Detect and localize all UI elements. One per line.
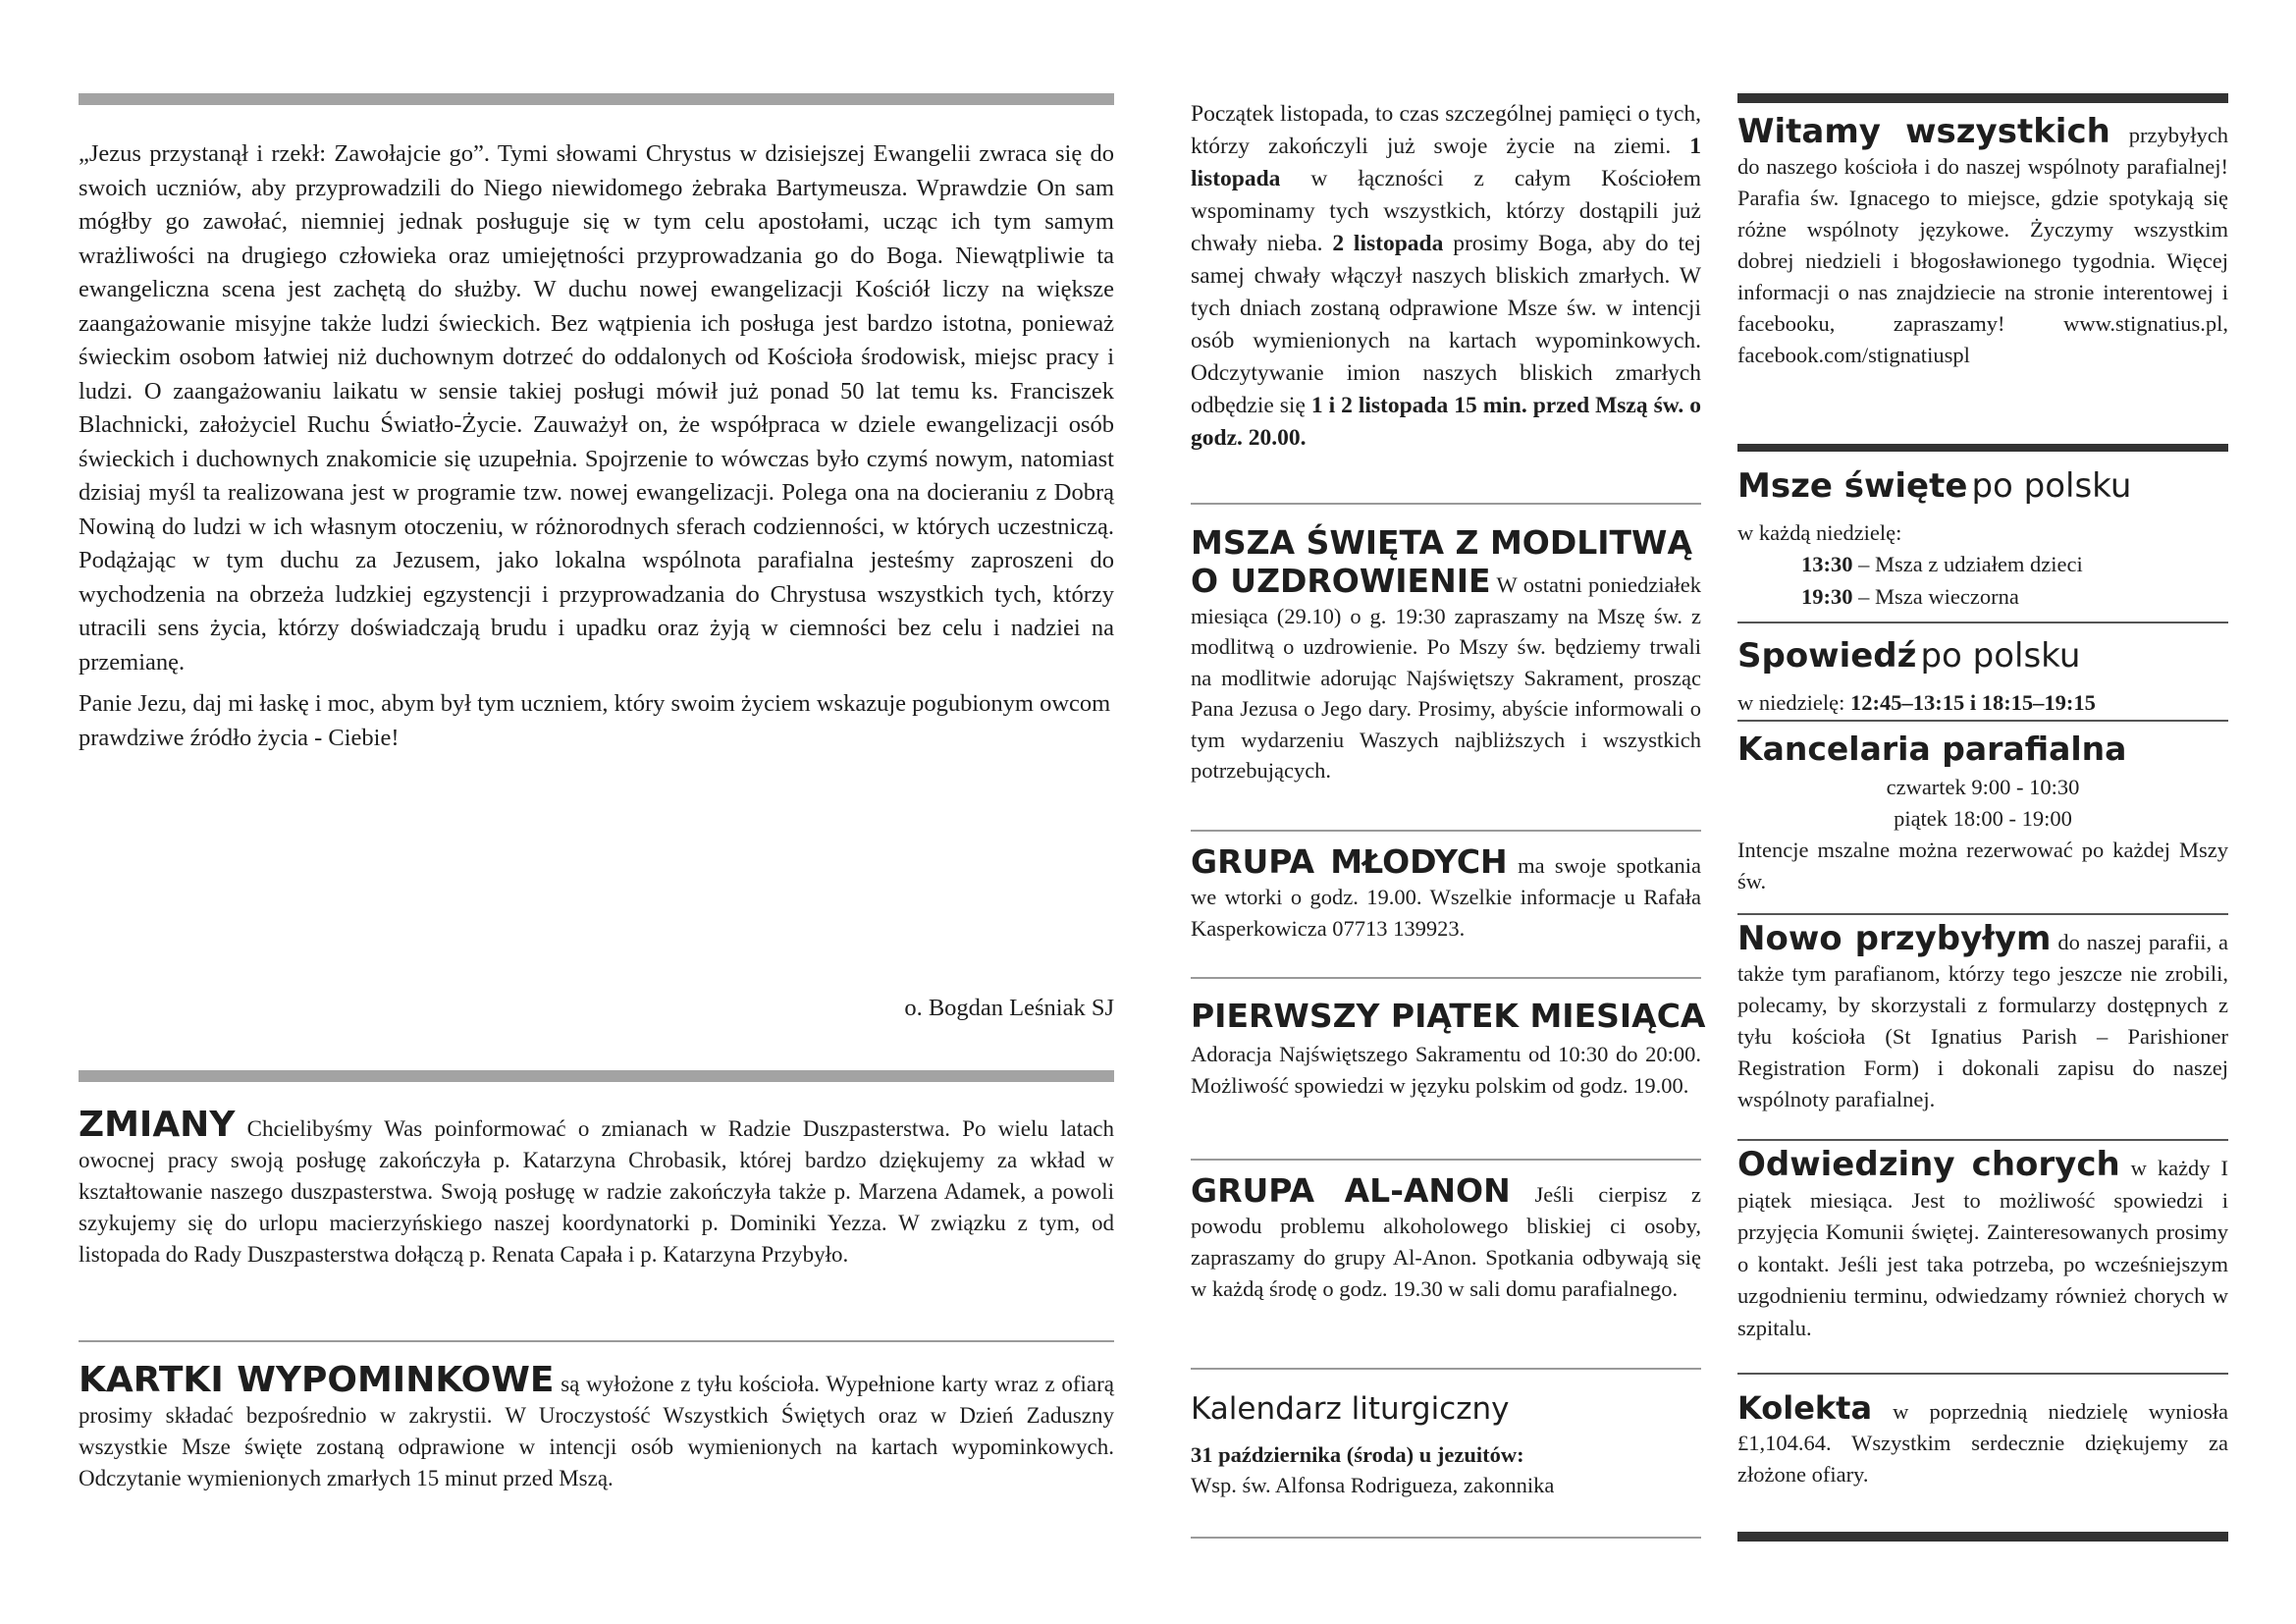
msze-item-1-text: – Msza z udziałem dzieci <box>1858 552 2083 576</box>
top-divider-col3 <box>1737 93 2228 103</box>
kartki-section <box>79 1360 1115 1494</box>
mid-divider-col1 <box>79 1070 1114 1082</box>
kancelaria-heading: Kancelaria parafialna <box>1737 730 2127 768</box>
kalendarz-rule <box>1191 1537 1701 1539</box>
spowiedz-section <box>1737 631 2228 718</box>
nowo-heading: Nowo przybyłym <box>1737 919 2052 958</box>
zmiany-section <box>79 1105 1115 1271</box>
alanon-section <box>1191 1171 1702 1305</box>
nowo-section <box>1737 919 2229 1115</box>
mlodych-rule <box>1191 977 1701 979</box>
mlodych-heading: GRUPA MŁODYCH <box>1191 842 1508 881</box>
zmiany-rule <box>79 1340 1114 1342</box>
msze-rule <box>1737 622 2228 623</box>
kartki-heading: KARTKI WYPOMINKOWE <box>79 1360 555 1400</box>
msze-section <box>1737 461 2228 613</box>
listopad-text-3: prosimy Boga, aby do tej samej chwały włączył naszych bliskich zmarłych. W tych dniach zostaną odprawione Msze św. w intencji osób wymienionych na kartach wypominkowych. Odczytywanie imion naszych bliskich zmarłych odbędzie się <box>1191 231 1701 418</box>
intro-article <box>79 137 1114 755</box>
kalendarz-saint: Wsp. św. Alfonsa Rodrigueza, zakonnika <box>1191 1473 1555 1497</box>
spowiedz-times: 12:45–13:15 i 18:15–19:15 <box>1849 690 2096 715</box>
kolekta-section <box>1737 1389 2228 1490</box>
kolekta-text: w poprzednią niedzielę wyniosła £1,104.64. Wszystkim serdecznie dziękujemy za złożone ofiary. <box>1737 1399 2228 1487</box>
listopad-bold-3: 1 i 2 listopada 15 min. przed Mszą św. o godz. 20.00. <box>1191 393 1701 451</box>
odwiedziny-text: w każdy I piątek miesiąca. Jest to możliwość spowiedzi i przyjęcia Komunii świętej. Zainteresowanych prosimy o kontakt. Jeśli jest taka potrzeba, po wcześniejszym uzgodnieniu terminu, odwiedzamy również chorych w szpitalu. <box>1737 1156 2229 1340</box>
msze-item-2-text: – Msza wieczorna <box>1858 584 2019 609</box>
msze-item-2 <box>1737 580 2228 613</box>
listopad-bold-2: 2 listopada <box>1332 231 1444 256</box>
kancelaria-line-1: czwartek 9:00 - 10:30 <box>1886 775 2080 799</box>
kancelaria-text: Intencje mszalne można rezerwować po każdej Mszy św. <box>1737 838 2228 893</box>
spowiedz-heading-light: po polsku <box>1920 636 2081 676</box>
nowo-rule <box>1737 1139 2228 1141</box>
nowo-text: do naszej parafii, a także tym parafianom, którzy tego jeszcze nie zrobili, polecamy, by skorzystali z formularzy dostępnych z tyłu kościoła (St Ignatius Parish – Parishioner Registration Form) i dokonali zapisu do naszej wspólnoty parafialnej. <box>1737 930 2229 1111</box>
zmiany-text: Chcielibyśmy Was poinformować o zmianach w Radzie Duszpasterstwa. Po wielu latach owocnej pracy swoją posługę zakończyła p. Katarzyna Chrobasik, której bardzo dziękujemy za wkład w kształtowanie naszego duszpasterstwa. Swoją posługę w radzie zakończyła także p. Marzena Adamek, a powoli szykujemy się do urlopu macierzyńskiego naszej koordynatorki p. Dominiki Yezza. W związku z tym, od listopada do Rady Duszpasterstwa dołączą p. Renata Capała i p. Katarzyna Przybyło. <box>79 1116 1115 1267</box>
alanon-rule <box>1191 1368 1701 1370</box>
uzdrowienie-rule <box>1191 830 1701 832</box>
uzdrowienie-text: W ostatni poniedziałek miesiąca (29.10) o g. 19:30 zapraszamy na Mszę św. z modlitwą o uzdrowienie. Po Mszy św. będziemy trwali na modlitwie adorując Najświętszy Sakrament, prosząc Pana Jezusa o Jego dary. Prosimy, abyście informowali o tym wydarzeniu Waszych najbliższych i wszystkich potrzebujących. <box>1191 572 1702 783</box>
witamy-heading: Witamy wszystkich <box>1737 112 2110 151</box>
witamy-section <box>1737 112 2228 371</box>
piatek-section <box>1191 994 1706 1102</box>
odwiedziny-rule <box>1737 1373 2228 1375</box>
kalendarz-heading: Kalendarz liturgiczny <box>1191 1391 1510 1427</box>
spowiedz-rule <box>1737 720 2228 722</box>
bottom-divider-col3 <box>1737 1532 2228 1542</box>
msze-item-1 <box>1737 548 2228 580</box>
uzdrowienie-heading-line1: MSZA ŚWIĘTA Z MODLITWĄ <box>1191 523 1692 562</box>
spowiedz-sub-prefix: w niedzielę: <box>1737 690 1845 715</box>
kancelaria-rule <box>1737 913 2228 915</box>
alanon-heading: GRUPA AL-ANON <box>1191 1171 1511 1210</box>
prayer-paragraph: Panie Jezu, daj mi łaskę i moc, abym był tym uczniem, który swoim życiem wskazuje pogubionym owcom prawdziwe źródło życia - Ciebie! <box>79 690 1111 751</box>
msze-item-2-time: 19:30 <box>1801 584 1853 609</box>
odwiedziny-section <box>1737 1145 2229 1344</box>
intro-paragraph: „Jezus przystanął i rzekł: Zawołajcie go”. Tymi słowami Chrystus w dzisiejszej Ewangelii zwraca się do swoich uczniów, aby przyprowadzili do Niego niewidomego żebraka Bartymeusza. Wprawdzie On sam mógłby go zawołać, niemniej jednak posługuje się w tym celu apostołami, ucząc ich tym samym wrażliwości na drugiego człowieka oraz umiejętności przyprowadzania go do Boga. Niewątpliwie ta ewangeliczna scena jest zachętą do służby. W duchu nowej ewangelizacji Kościół liczy na większe zaangażowanie misyjne także ludzi świeckich. Bez wątpienia ich posługa jest bardzo istotna, ponieważ świeckim osobom łatwiej niż duchownym dotrzeć do oddalonych od Kościoła środowisk, miejsc pracy i ludzi. O zaangażowaniu laikatu w sensie takiej posługi mówił już ponad 50 lat temu ks. Franciszek Blachnicki, założyciel Ruchu Światło-Życie. Zauważył on, że współpraca w dziele ewangelizacji osób świeckich i duchownych znakomicie się uzupełnia. Spojrzenie to wówczas było czymś nowym, natomiast dzisiaj myśl ta realizowana jest w programie tzw. nowej ewangelizacji. Polega ona na docieraniu z Dobrą Nowiną do ludzi w ich własnym otoczeniu, w różnorodnych sferach codzienności, w których uczestniczą. Podążając w tym duchu za Jezusem, jako lokalna wspólnota parafialna jesteśmy zaproszeni do wychodzenia na obrzeża ludzkiej egzystencji i przyprowadzania do Chrystusa wszystkich tych, którzy utracili sens życia, którzy doświadczają brudu i upadku oraz żyją w ciemności bez celu i nadziei na przemianę. <box>79 140 1114 676</box>
odwiedziny-heading: Odwiedziny chorych <box>1737 1145 2120 1184</box>
spowiedz-sub <box>1737 687 2228 718</box>
piatek-rule <box>1191 1159 1701 1161</box>
piatek-text: Adoracja Najświętszego Sakramentu od 10:30 do 20:00. Możliwość spowiedzi w języku polskim od godz. 19.00. <box>1191 1042 1701 1098</box>
kartki-text: są wyłożone z tyłu kościoła. Wypełnione karty wraz z ofiarą prosimy składać bezpośrednio w zakrystii. W Uroczystość Wszystkich Świętych oraz w Dzień Zaduszny wszystkie Msze święte zostaną odprawione w intencji osób wymienionych na kartach wypominkowych. Odczytanie wymienionych zmarłych 15 minut przed Mszą. <box>79 1372 1115 1490</box>
alanon-text: Jeśli cierpisz z powodu problemu alkoholowego bliskiej ci osoby, zapraszamy do grupy Al-Anon. Spotkania odbywają się w każdą środę o godz. 19.30 w sali domu parafialnego. <box>1191 1182 1702 1301</box>
top-divider-col1 <box>79 93 1114 105</box>
kolekta-heading: Kolekta <box>1737 1389 1873 1427</box>
msze-heading-bold: Msze święte <box>1737 466 1968 506</box>
listopad-text-2: w łączności z całym Kościołem wspominamy tych wszystkich, którzy dostąpili już chwały nieba. <box>1191 166 1702 256</box>
listopad-text-1: Początek listopada, to czas szczególnej pamięci o tych, którzy zakończyli już swoje życie na ziemi. <box>1191 101 1701 159</box>
uzdrowienie-heading-line2: O UZDROWIENIE <box>1191 562 1491 600</box>
spowiedz-heading-bold: Spowiedź <box>1737 636 1917 676</box>
kalendarz-section <box>1191 1384 1701 1500</box>
witamy-divider <box>1737 444 2228 452</box>
msze-item-1-time: 13:30 <box>1801 552 1853 576</box>
msze-heading-light: po polsku <box>1971 466 2132 506</box>
zmiany-heading: ZMIANY <box>79 1105 236 1145</box>
uzdrowienie-section <box>1191 520 1701 786</box>
kalendarz-date: 31 października (środa) u jezuitów: <box>1191 1442 1524 1467</box>
mlodych-section <box>1191 842 1702 945</box>
listopad-rule <box>1191 503 1701 505</box>
msze-sub: w każdą niedzielę: <box>1737 520 1902 545</box>
mlodych-text: ma swoje spotkania we wtorki o godz. 19.00. Wszelkie informacje u Rafała Kasperkowicza 07713 139923. <box>1191 853 1702 941</box>
kancelaria-line-2: piątek 18:00 - 19:00 <box>1894 806 2072 831</box>
piatek-heading: PIERWSZY PIĄTEK MIESIĄCA <box>1191 997 1706 1035</box>
kancelaria-section <box>1737 727 2228 897</box>
listopad-section <box>1191 98 1701 455</box>
listopad-bold-1: 1 listopada <box>1191 134 1701 191</box>
witamy-text: przybyłych do naszego kościoła i do naszej wspólnoty parafialnej! Parafia św. Ignacego to miejsce, gdzie spotykają się różne wspólnoty językowe. Życzymy wszystkim dobrej niedzieli i błogosławionego tygodnia. Więcej informacji o nas znajdziecie na stronie interentowej i facebooku, zapraszamy! www.stignatius.pl, facebook.com/stignatiuspl <box>1737 123 2228 367</box>
article-signature: o. Bogdan Leśniak SJ <box>904 995 1114 1021</box>
